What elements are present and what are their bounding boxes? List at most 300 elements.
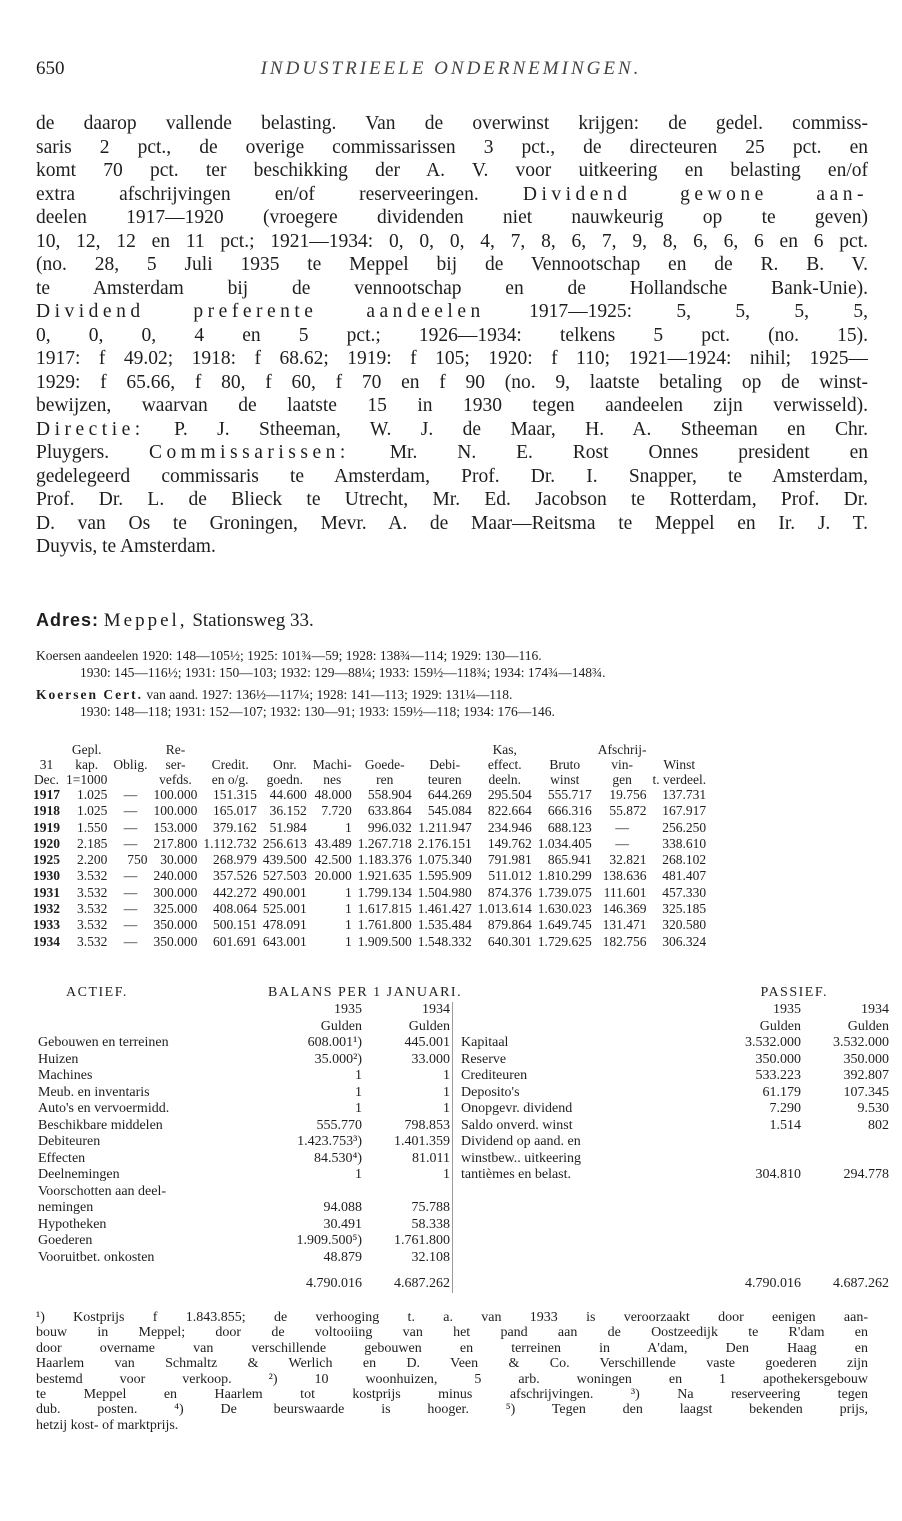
table-cell: 1.739.075 <box>537 884 592 900</box>
table-cell: 137.731 <box>662 787 707 802</box>
table-cell: 1931 <box>33 884 60 900</box>
liability-1935 <box>715 1200 803 1217</box>
table-cell: 478.091 <box>262 917 307 933</box>
liability-label: Onopgevr. dividend <box>461 1101 573 1116</box>
table-cell: 30.000 <box>160 852 198 868</box>
table-cell: 1934 <box>33 933 60 949</box>
header-cell: 1=1000 <box>66 772 108 787</box>
table-cell: 234.946 <box>487 819 532 835</box>
asset-1934: 32.108 <box>411 1249 450 1265</box>
table-cell: 320.580 <box>662 917 707 933</box>
header-cell <box>415 742 475 757</box>
table-cell: 1 <box>345 884 352 900</box>
balance-row <box>36 1151 891 1168</box>
year: 1934 <box>861 1002 889 1017</box>
table-row <box>30 836 709 852</box>
asset-1935: 1 <box>355 1101 362 1116</box>
table-cell: 256.250 <box>662 819 707 835</box>
header-cell <box>535 742 595 757</box>
text-line: 0, 0, 0, 4 en 5 pct.; 1926—1934: telkens 5 pct. (no. 15). <box>36 324 868 346</box>
liability-1934 <box>803 1134 891 1151</box>
header-cell <box>310 742 355 757</box>
balance-year-row <box>36 1002 891 1019</box>
table-cell: 111.601 <box>603 884 647 900</box>
header-cell: Dec. <box>33 772 60 787</box>
balance-row <box>36 1217 891 1234</box>
liability-label <box>459 1233 715 1250</box>
table-cell: 306.324 <box>662 933 707 949</box>
liability-label: Dividend op aand. en <box>461 1134 581 1149</box>
table-cell: 1919 <box>33 819 60 835</box>
balance-row <box>36 1134 891 1151</box>
liability-label: Reserve <box>461 1051 507 1067</box>
liability-1935 <box>715 1151 803 1168</box>
asset-label: Meub. en inventaris <box>38 1084 150 1100</box>
table-cell: 325.000 <box>153 901 198 917</box>
table-row <box>30 917 709 933</box>
asset-1935: 35.000²) <box>314 1051 362 1067</box>
table-cell: 1.799.134 <box>357 884 412 900</box>
header-cell <box>355 742 415 757</box>
year: 1935 <box>334 1002 362 1017</box>
header-cell: t. verdeel. <box>652 772 707 787</box>
table-cell: 268.102 <box>662 852 707 868</box>
asset-label: Huizen <box>38 1051 79 1067</box>
asset-1934: 81.011 <box>412 1150 450 1166</box>
liability-1934: 802 <box>868 1117 889 1133</box>
asset-1935: 1.909.500⁵) <box>296 1233 362 1248</box>
header-cell: ren <box>376 772 394 787</box>
table-cell: — <box>615 835 629 851</box>
text-line: bewijzen, waarvan de laatste 15 in 1930 tegen aandeelen zijn verwisseld). <box>36 395 868 416</box>
table-cell: — <box>123 803 138 819</box>
table-cell: 1 <box>345 901 352 917</box>
table-cell: 1.267.718 <box>357 835 412 851</box>
table-cell: — <box>615 819 629 835</box>
table-cell: 3.532 <box>77 933 108 949</box>
text-line: Pluygers. Commissarissen: Mr. N. E. Rost Onnes president en <box>36 442 868 463</box>
asset-1934: 445.001 <box>404 1035 450 1050</box>
balance-row <box>36 1200 891 1217</box>
table-cell: 149.762 <box>487 835 532 851</box>
header-cell: deeln. <box>488 772 522 787</box>
table-cell: 1.211.947 <box>418 819 472 835</box>
header-cell: effect. <box>487 757 522 772</box>
total: 4.790.016 <box>745 1276 801 1291</box>
table-cell: 1920 <box>33 835 60 851</box>
table-cell: 439.500 <box>262 852 307 868</box>
table-cell: 640.301 <box>487 933 532 949</box>
table-cell: 350.000 <box>153 917 198 933</box>
table-cell: 32.821 <box>609 852 647 868</box>
table-cell: — <box>123 884 138 900</box>
table-cell: 865.941 <box>547 852 592 868</box>
table-cell: 481.407 <box>662 868 707 884</box>
header-cell: vefds. <box>159 772 192 787</box>
asset-1935: 30.491 <box>323 1216 362 1232</box>
footnote-line: ¹) Kostprijs f 1.843.855; de verhooging t. a. van 1933 is veroorzaakt door eenigen aan- <box>36 1310 868 1325</box>
cell <box>36 1266 276 1293</box>
asset-1934: 1.761.800 <box>394 1233 450 1248</box>
asset-1934: 1 <box>443 1068 450 1083</box>
header-cell: winst <box>550 772 580 787</box>
table-cell: 1930 <box>33 868 60 884</box>
statistics-table <box>30 742 709 950</box>
table-cell: 1.729.625 <box>537 933 592 949</box>
table-cell: 3.532 <box>77 884 108 900</box>
liability-1935 <box>715 1233 803 1250</box>
section-heading-directie: Directie: <box>36 418 145 440</box>
table-cell: 1933 <box>33 917 60 933</box>
text-line: Prof. Dr. L. de Blieck te Utrecht, Mr. Ed. Jacobson te Rotterdam, Prof. Dr. <box>36 489 868 510</box>
table-cell: 1 <box>345 819 352 835</box>
liability-1934: 350.000 <box>843 1051 889 1067</box>
table-cell: 527.503 <box>262 868 307 884</box>
text-line: 1929: f 65.66, f 80, f 60, f 70 en f 90 (no. 9, laatste betaling op de winst- <box>36 371 868 393</box>
asset-1934: 75.788 <box>411 1200 450 1215</box>
table-row <box>30 901 709 917</box>
liability-1935: 533.223 <box>755 1068 801 1083</box>
table-cell: 643.001 <box>262 933 307 949</box>
unit: Gulden <box>847 1018 889 1034</box>
header-cell <box>200 742 260 757</box>
table-cell: 1.548.332 <box>417 933 472 949</box>
liability-1935: 350.000 <box>755 1051 801 1067</box>
balance-row <box>36 1250 891 1267</box>
table-cell: 1925 <box>33 852 60 868</box>
header-cell: goedn. <box>266 772 304 787</box>
cell <box>459 1019 715 1036</box>
table-cell: 1.461.427 <box>417 901 472 917</box>
table-cell: — <box>123 868 138 884</box>
liability-1934: 107.345 <box>843 1084 889 1100</box>
table-cell: 457.330 <box>662 884 707 900</box>
asset-label: Goederen <box>38 1233 93 1248</box>
table-cell: 1.630.023 <box>537 901 592 917</box>
table-cell: 644.269 <box>427 787 472 802</box>
text-line: te Amsterdam bij de vennootschap en de Hollandsche Bank-Unie). <box>36 277 868 299</box>
koersen-aandeelen: Koersen aandeelen 1920: 148—105½; 1925: 101¾—59; 1928: 138¾—114; 1929: 130—116. 1930: 145—116½; 1931: 150—103; 1932: 129—88¼; 1933: 159½—118¾; 1934: 174¾—148¾. <box>36 648 606 680</box>
year: 1934 <box>422 1002 450 1017</box>
liability-1935 <box>715 1217 803 1234</box>
balance-unit-row <box>36 1019 891 1036</box>
table-cell: 182.756 <box>602 933 647 949</box>
body-text <box>36 112 868 559</box>
table-cell: 165.017 <box>213 803 257 819</box>
liability-1935: 304.810 <box>755 1167 801 1182</box>
table-cell: 3.532 <box>77 917 108 933</box>
table-cell: 1 <box>345 933 352 949</box>
header-cell: en o/g. <box>211 772 249 787</box>
table-header-row <box>30 757 709 772</box>
table-cell: 357.526 <box>213 868 257 884</box>
running-title: INDUSTRIEELE ONDERNEMINGEN. <box>260 58 642 79</box>
table-cell: 1.921.635 <box>357 868 412 884</box>
table-cell: 822.664 <box>487 803 532 819</box>
liability-label: Saldo onverd. winst <box>461 1117 573 1133</box>
table-cell: 1.761.800 <box>357 917 412 933</box>
table-cell: 750 <box>127 852 148 868</box>
balance-totals-row <box>36 1266 891 1293</box>
table-cell: 240.000 <box>153 868 198 884</box>
cell <box>36 1019 276 1036</box>
asset-1934: 1 <box>443 1084 450 1100</box>
unit: Gulden <box>759 1018 801 1034</box>
header-cell: teuren <box>427 772 462 787</box>
section-heading-commissarissen: Commissarissen: <box>149 442 350 463</box>
balance-row <box>36 1184 891 1201</box>
table-cell: 1.013.614 <box>477 901 532 917</box>
table-cell: 633.864 <box>367 803 412 819</box>
table-cell: 3.532 <box>77 901 108 917</box>
asset-1934: 1.401.359 <box>394 1134 450 1149</box>
header-cell: Re- <box>165 742 186 757</box>
footnote-line: door overname van verschillende gebouwen en terreinen in A'dam, Den Haag en <box>36 1340 868 1356</box>
asset-1935: 84.530⁴) <box>313 1150 362 1166</box>
asset-1935: 94.088 <box>323 1200 362 1215</box>
table-cell: 2.176.151 <box>417 835 472 851</box>
asset-1935 <box>276 1184 364 1201</box>
asset-label: Debiteuren <box>38 1134 101 1149</box>
asset-1935: 1 <box>355 1084 362 1100</box>
table-cell: 146.369 <box>602 901 647 917</box>
footnote-line: hetzij kost- of marktprijs. <box>36 1417 179 1433</box>
balance-title: ACTIEF. BALANS PER 1 JANUARI. PASSIEF. <box>66 985 828 1000</box>
table-cell: 379.162 <box>213 819 257 835</box>
liability-1934 <box>803 1200 891 1217</box>
address <box>36 610 314 632</box>
table-cell: 7.720 <box>321 803 352 819</box>
asset-label: Voorschotten aan deel- <box>38 1183 167 1199</box>
table-cell: 1.025 <box>77 787 108 802</box>
asset-1934: 33.000 <box>411 1051 450 1067</box>
asset-1935: 555.770 <box>316 1117 362 1133</box>
asset-label: Deelnemingen <box>38 1167 120 1182</box>
table-row <box>30 885 709 901</box>
header-cell: Goede- <box>364 757 405 772</box>
text-line: gedelegeerd commissaris te Amsterdam, Prof. Dr. I. Snapper, te Amsterdam, <box>36 465 868 487</box>
table-cell: 1.810.299 <box>537 868 592 884</box>
header-cell: Debi- <box>429 757 461 772</box>
table-header-row <box>30 742 709 757</box>
section-heading-preferent: Dividend preferente aandeelen <box>36 301 485 322</box>
table-cell: 19.756 <box>609 787 647 802</box>
header-cell: 31 <box>39 757 54 772</box>
table-cell: 1.112.732 <box>203 835 257 851</box>
table-cell: 879.864 <box>487 917 532 933</box>
total: 4.790.016 <box>306 1276 362 1291</box>
asset-label: Vooruitbet. onkosten <box>38 1249 155 1265</box>
table-cell: 1918 <box>33 803 60 819</box>
table-cell: 791.981 <box>487 852 532 868</box>
table-cell: 217.800 <box>153 835 198 851</box>
table-cell: 1.617.815 <box>357 901 412 917</box>
table-cell: 1.550 <box>77 819 108 835</box>
table-cell: — <box>123 819 138 835</box>
table-cell: 666.316 <box>547 803 592 819</box>
header-cell: Winst <box>663 757 696 772</box>
liability-1935 <box>715 1250 803 1267</box>
table-cell: 525.001 <box>262 901 307 917</box>
header-cell: Bruto <box>549 757 581 772</box>
table-cell: — <box>123 901 138 917</box>
asset-label: Beschikbare middelen <box>38 1117 163 1133</box>
table-cell: 48.000 <box>314 787 352 802</box>
balance-row <box>36 1233 891 1250</box>
balance-row <box>36 1085 891 1102</box>
table-cell: 1932 <box>33 901 60 917</box>
table-cell: 2.200 <box>77 852 108 868</box>
table-row <box>30 787 709 803</box>
balance-row <box>36 1101 891 1118</box>
table-cell: 558.904 <box>367 787 412 802</box>
koersen-certificaten: Koersen Cert. van aand. 1927: 136½—117¼; 1928: 141—113; 1929: 131¼—118. 1930: 148—118; 1931: 152—107; 1932: 130—91; 1933: 159½—118; 1934: 176—146. <box>36 687 555 719</box>
table-cell: 1.535.484 <box>417 917 472 933</box>
table-cell: 688.123 <box>547 819 592 835</box>
table-cell: 131.471 <box>602 917 647 933</box>
cell <box>36 1002 276 1019</box>
liability-label: tantièmes en belast. <box>461 1167 572 1182</box>
koersen-label: Koersen Cert. <box>36 687 143 702</box>
table-cell: 138.636 <box>602 868 647 884</box>
liability-1934: 294.778 <box>843 1167 889 1182</box>
balance-row <box>36 1167 891 1184</box>
table-cell: 1917 <box>33 787 60 802</box>
year: 1935 <box>773 1002 801 1017</box>
table-cell: — <box>123 787 138 802</box>
header-cell <box>110 742 150 757</box>
table-cell: 874.376 <box>487 884 532 900</box>
header-cell: Kas, <box>492 742 517 757</box>
balance-row <box>36 1118 891 1135</box>
header-cell <box>649 742 709 757</box>
header-cell: kap. <box>75 757 99 772</box>
table-cell: 408.064 <box>213 901 257 917</box>
header-cell <box>260 742 310 757</box>
asset-label: nemingen <box>38 1200 94 1215</box>
balance-sheet <box>36 1002 891 1293</box>
liability-1934: 9.530 <box>857 1101 889 1116</box>
address-street: Stationsweg 33. <box>192 610 314 631</box>
table-cell: 20.000 <box>314 868 352 884</box>
text-line: 10, 12, 12 en 11 pct.; 1921—1934: 0, 0, 0, 4, 7, 8, 6, 7, 9, 8, 6, 6, 6 en 6 pct. <box>36 230 868 252</box>
total: 4.687.262 <box>394 1276 450 1291</box>
table-cell: 2.185 <box>77 835 108 851</box>
text-line: extra afschrijvingen en/of reserveeringen. Dividend gewone aan- <box>36 183 868 205</box>
asset-1934: 798.853 <box>404 1117 450 1133</box>
table-cell: 1.183.376 <box>357 852 412 868</box>
liability-1935: 1.514 <box>769 1117 801 1133</box>
asset-1935: 608.001¹) <box>307 1035 362 1050</box>
text-line: komt 70 pct. ter beschikking der A. V. voor uitkeering en belasting en/of <box>36 160 868 181</box>
header-cell: vin- <box>611 757 633 772</box>
table-cell: — <box>123 933 138 949</box>
text-line: Duyvis, te Amsterdam. <box>36 536 216 557</box>
table-cell: — <box>123 835 138 851</box>
liability-1935: 61.179 <box>762 1084 801 1100</box>
footnote-line: Haarlem van Schmaltz & Werlich en D. Veen & Co. Verschillende vaste goederen zijn <box>36 1356 868 1372</box>
table-cell: 42.500 <box>314 852 352 868</box>
asset-label: Gebouwen en terreinen <box>38 1035 169 1050</box>
unit: Gulden <box>408 1018 450 1034</box>
table-cell: 43.489 <box>314 835 352 851</box>
table-cell: 3.532 <box>77 868 108 884</box>
header-cell: Afschrij- <box>597 742 647 757</box>
table-cell: 490.001 <box>262 884 307 900</box>
header-cell: nes <box>323 772 342 787</box>
liability-label <box>459 1217 715 1234</box>
table-cell: 500.151 <box>213 917 257 933</box>
table-cell: 295.504 <box>487 787 532 802</box>
footnotes <box>36 1310 868 1433</box>
table-cell: 1.504.980 <box>417 884 472 900</box>
asset-label: Effecten <box>38 1150 86 1166</box>
table-cell: 338.610 <box>662 835 707 851</box>
header-cell: Oblig. <box>113 757 148 772</box>
liability-1934 <box>803 1151 891 1168</box>
unit: Gulden <box>320 1018 362 1034</box>
table-header-row <box>30 772 709 787</box>
header-cell: Onr. <box>273 757 297 772</box>
text-line: (no. 28, 5 Juli 1935 te Meppel bij de Vennootschap en de R. B. V. <box>36 254 868 275</box>
liability-1935 <box>715 1134 803 1151</box>
section-heading-dividend: Dividend gewone aan- <box>522 183 868 205</box>
table-cell: 51.984 <box>269 819 307 835</box>
table-cell: 100.000 <box>153 803 198 819</box>
footnote-line: te Meppel en Haarlem tot kostprijs minus afschrijvingen. ³) Na reserveering tegen <box>36 1386 868 1402</box>
balance-row <box>36 1035 891 1052</box>
table-cell: 44.600 <box>269 787 307 802</box>
liability-1934: 392.807 <box>843 1068 889 1083</box>
table-cell: 55.872 <box>609 803 647 819</box>
liability-label: Deposito's <box>461 1084 520 1100</box>
text-line: saris 2 pct., de overige commissarissen 3 pct., de directeuren 25 pct. en <box>36 136 868 158</box>
asset-1935: 48.879 <box>323 1249 362 1265</box>
header-cell <box>110 772 150 787</box>
table-cell: 167.917 <box>662 803 707 819</box>
liability-1935 <box>715 1184 803 1201</box>
liability-label <box>459 1184 715 1201</box>
table-row <box>30 803 709 819</box>
asset-label: Auto's en vervoermidd. <box>38 1101 170 1116</box>
table-cell: 1 <box>345 917 352 933</box>
header-cell: Credit. <box>211 757 249 772</box>
asset-1935: 1.423.753³) <box>297 1134 362 1149</box>
asset-label: Hypotheken <box>38 1216 107 1232</box>
table-cell: 545.084 <box>427 803 472 819</box>
asset-1934 <box>364 1184 453 1201</box>
address-city: Meppel, <box>103 610 188 631</box>
liability-label: Kapitaal <box>461 1035 509 1050</box>
table-cell: 996.032 <box>367 819 412 835</box>
liability-1935: 7.290 <box>769 1101 801 1116</box>
balance-row <box>36 1068 891 1085</box>
table-cell: 1.075.340 <box>417 852 472 868</box>
table-cell: 268.979 <box>213 852 257 868</box>
address-label: Adres: <box>36 610 100 630</box>
liability-1934 <box>803 1233 891 1250</box>
asset-1935: 1 <box>355 1068 362 1083</box>
text-line: deelen 1917—1920 (vroegere dividenden niet nauwkeurig op te geven) <box>36 207 868 228</box>
table-cell: 1.025 <box>77 803 108 819</box>
text-line: de daarop vallende belasting. Van de overwinst krijgen: de gedel. commiss- <box>36 113 868 134</box>
header-cell <box>30 742 63 757</box>
liability-label: Crediteuren <box>461 1068 528 1083</box>
table-cell: 601.691 <box>213 933 257 949</box>
koersen-label: Koersen aandeelen <box>36 648 139 663</box>
footnote-line: bouw in Meppel; door de voltooiing van het pand aan de Oostzeedijk te R'dam en <box>36 1325 868 1341</box>
liability-1934: 3.532.000 <box>833 1035 889 1050</box>
